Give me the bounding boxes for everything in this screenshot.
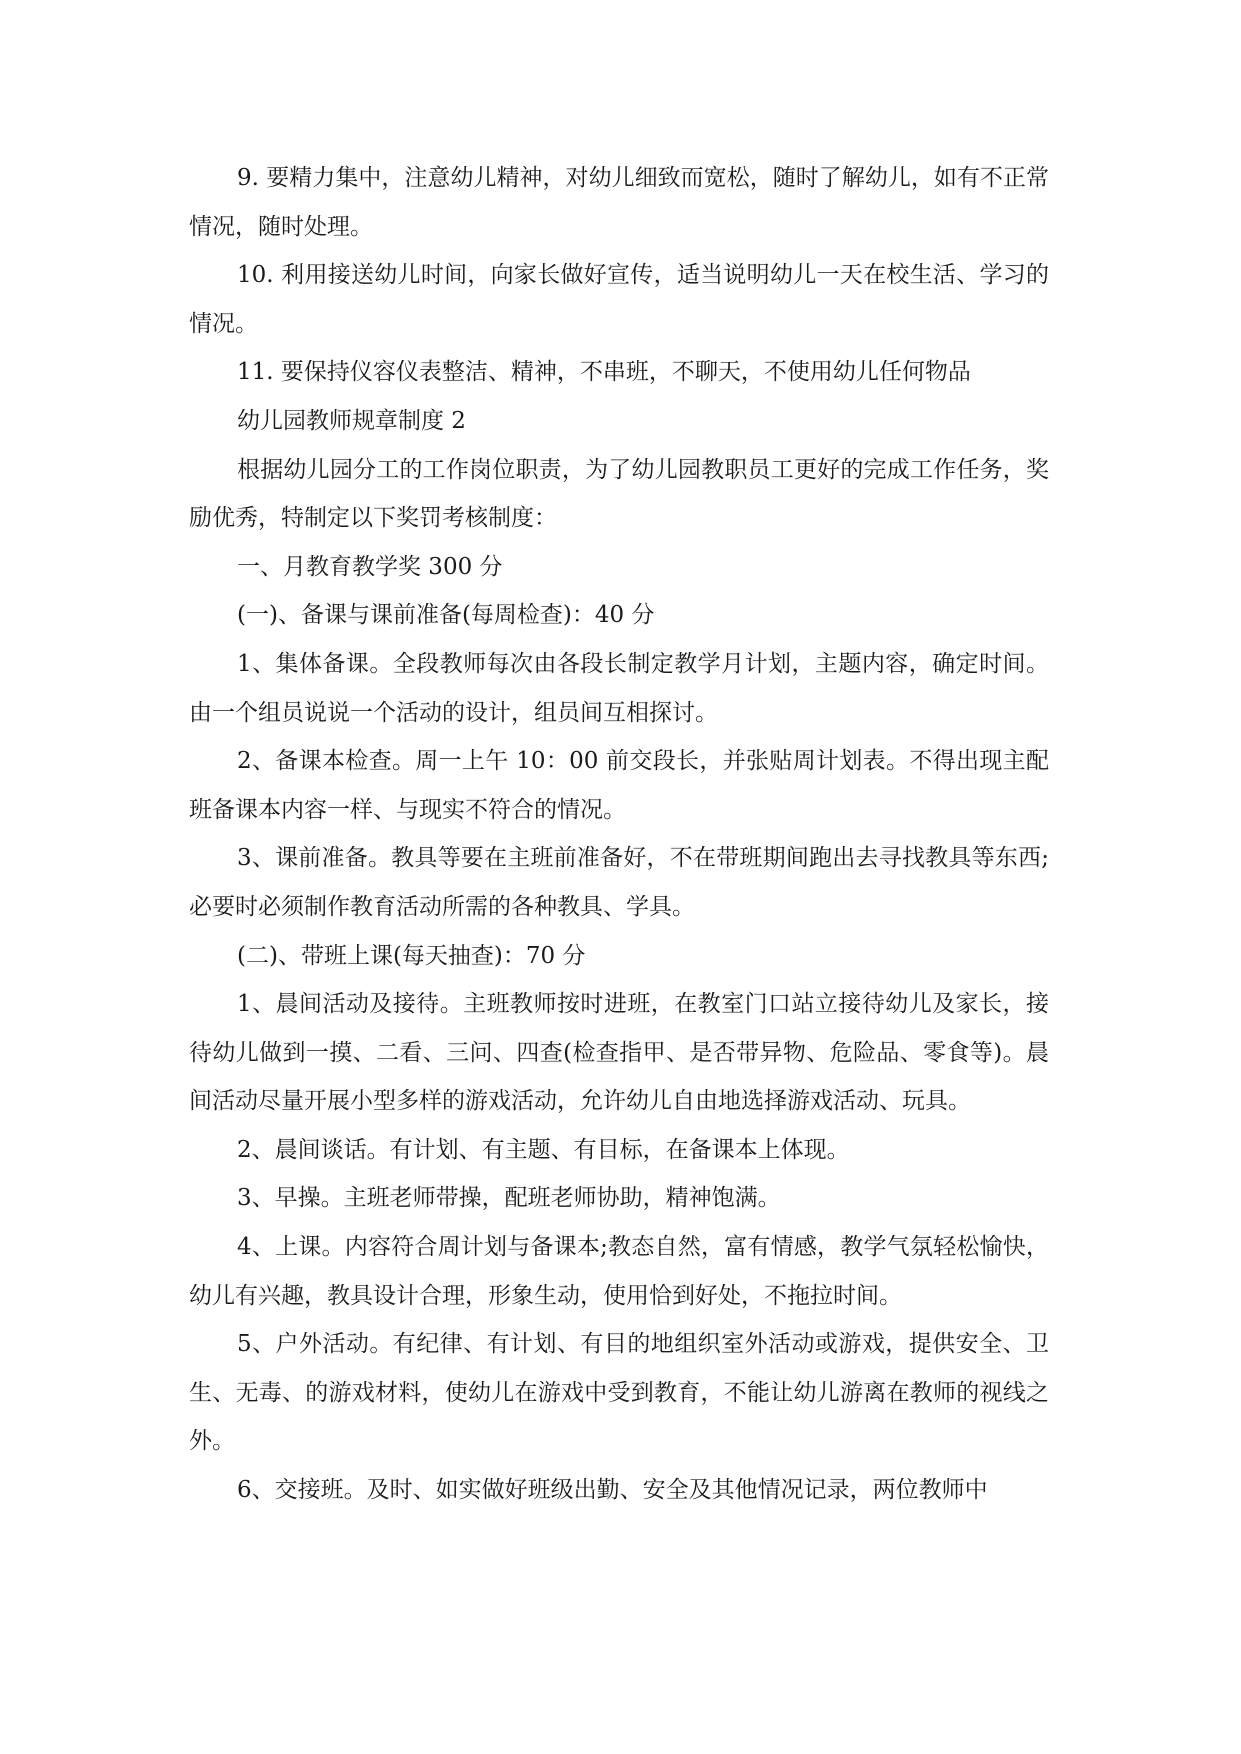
paragraph: 11. 要保持仪容仪表整洁、精神，不串班，不聊天，不使用幼儿任何物品 <box>237 359 971 386</box>
paragraph: 5、户外活动。有纪律、有计划、有目的地组织室外活动或游戏，提供安全、卫生、无毒、的游戏材料，使幼儿在游戏中受到教育，不能让幼儿游离在教师的视线之外。 <box>189 1331 1049 1455</box>
subsection-heading: (二)、带班上课(每天抽查)：70 分 <box>237 942 586 969</box>
document-body <box>189 154 1049 1515</box>
paragraph: 6、交接班。及时、如实做好班级出勤、安全及其他情况记录，两位教师中 <box>237 1477 988 1504</box>
paragraph: 3、早操。主班老师带操，配班老师协助，精神饱满。 <box>237 1185 781 1212</box>
section-heading: 幼儿园教师规章制度 2 <box>237 407 466 434</box>
paragraph: 4、上课。内容符合周计划与备课本;教态自然，富有情感，教学气氛轻松愉快，幼儿有兴趣，教具设计合理，形象生动，使用恰到好处，不拖拉时间。 <box>189 1234 1049 1309</box>
section-heading: 一、月教育教学奖 300 分 <box>237 553 503 580</box>
paragraph: 1、集体备课。全段教师每次由各段长制定教学月计划，主题内容，确定时间。由一个组员说说一个活动的设计，组员间互相探讨。 <box>189 650 1049 726</box>
paragraph: 2、晨间谈话。有计划、有主题、有目标，在备课本上体现。 <box>237 1136 850 1163</box>
paragraph: 2、备课本检查。周一上午 10：00 前交段长，并张贴周计划表。不得出现主配班备课本内容一样、与现实不符合的情况。 <box>189 748 1049 823</box>
subsection-heading: (一)、备课与课前准备(每周检查)：40 分 <box>237 602 655 629</box>
paragraph: 10. 利用接送幼儿时间，向家长做好宣传，适当说明幼儿一天在校生活、学习的情况。 <box>189 262 1049 337</box>
paragraph: 根据幼儿园分工的工作岗位职责，为了幼儿园教职员工更好的完成工作任务，奖励优秀，特制定以下奖罚考核制度： <box>189 456 1049 532</box>
paragraph: 3、课前准备。教具等要在主班前准备好，不在带班期间跑出去寻找教具等东西;必要时必须制作教育活动所需的各种教具、学具。 <box>189 845 1049 920</box>
paragraph: 9. 要精力集中，注意幼儿精神，对幼儿细致而宽松，随时了解幼儿，如有不正常情况，随时处理。 <box>189 165 1049 240</box>
paragraph: 1、晨间活动及接待。主班教师按时进班，在教室门口站立接待幼儿及家长，接待幼儿做到一摸、二看、三问、四查(检查指甲、是否带异物、危险品、零食等)。晨间活动尽量开展小型多样的游戏活动，允许幼儿自由地选择游戏活动、玩具。 <box>189 991 1049 1115</box>
